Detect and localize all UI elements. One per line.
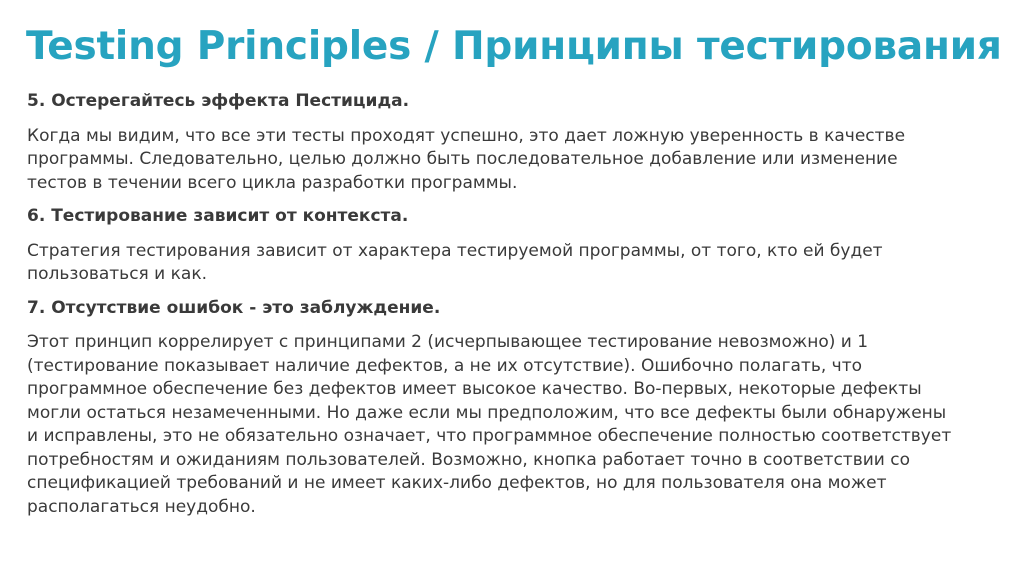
text-line: Стратегия тестирования зависит от характера тестируемой программы, от того, кто ей будет xyxy=(27,240,883,261)
section-5-text xyxy=(27,125,1024,196)
text-line: спецификацией требований и не имеет каких-либо дефектов, но для пользователя она может xyxy=(27,473,887,493)
text-line: программы. Следовательно, целью должно быть последовательное добавление или изменение xyxy=(27,149,898,169)
text-line: располагаться неудобно. xyxy=(27,496,256,517)
text-line: потребностям и ожиданиям пользователей. Возможно, кнопка работает точно в соответствии со xyxy=(27,449,910,470)
slide-title: Testing Principles / Принципы тестирования xyxy=(26,24,1002,69)
text-line: (тестирование показывает наличие дефектов, а не их отсутствие). Ошибочно полагать, что xyxy=(27,355,863,376)
text-line: могли остаться незамеченными. Но даже если мы предположим, что все дефекты были обнаружены xyxy=(27,402,947,423)
text-line: программное обеспечение без дефектов имеет высокое качество. Во-первых, некоторые дефекты xyxy=(27,379,922,399)
section-6-text xyxy=(27,240,1024,287)
text-line: и исправлены, это не обязательно означает, что программное обеспечение полностью соответствует xyxy=(27,426,952,446)
slide-content xyxy=(27,90,1024,574)
text-line: Этот принцип коррелирует с принципами 2 (исчерпывающее тестирование невозможно) и 1 xyxy=(27,332,869,352)
section-7-heading: 7. Отсутствие ошибок - это заблуждение. xyxy=(27,297,441,318)
text-line: пользоваться и как. xyxy=(27,264,207,284)
section-6-heading: 6. Тестирование зависит от контекста. xyxy=(27,206,409,226)
section-7-text xyxy=(27,331,1024,519)
text-line: Когда мы видим, что все эти тесты проходят успешно, это дает ложную уверенность в качестве xyxy=(27,125,906,146)
section-5-heading: 5. Остерегайтесь эффекта Пестицида. xyxy=(27,91,410,111)
text-line: тестов в течении всего цикла разработки программы. xyxy=(27,172,518,193)
